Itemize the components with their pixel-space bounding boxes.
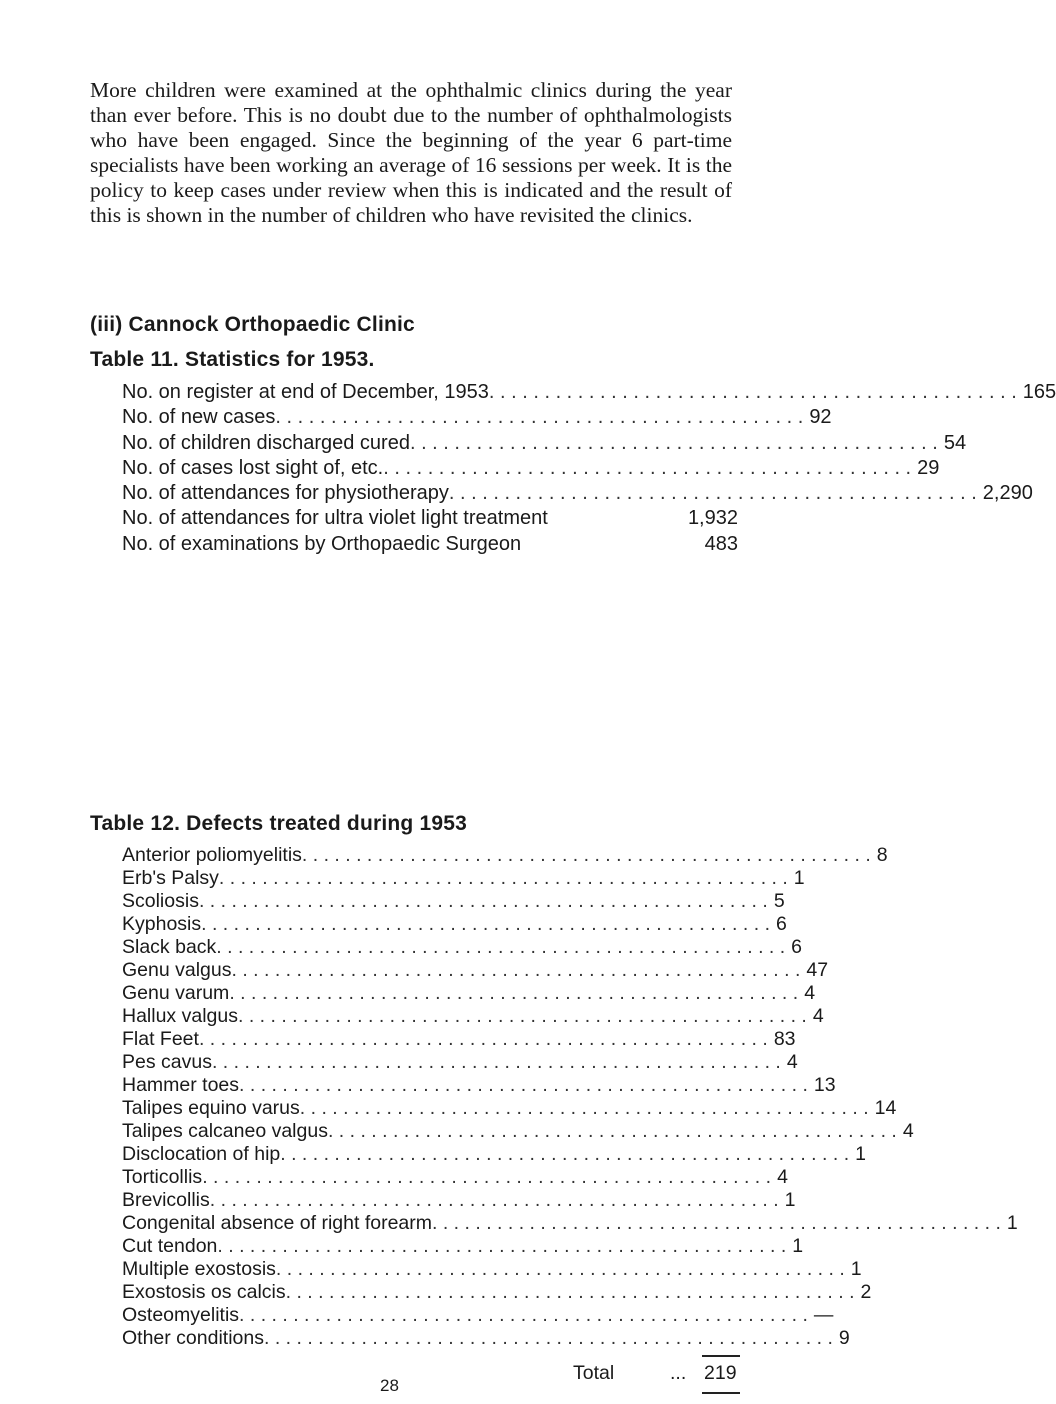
leader-dots: . . . . . . . . . . . . . . . . . . . . . . . . . . . . . . . . . . . . . . . . . . . . . . . .: [275, 406, 804, 429]
table12-row-value: 4: [786, 1051, 798, 1073]
table12-row-value: 4: [812, 1005, 824, 1027]
table12-row-label: Anterior poliomyelitis: [122, 844, 302, 866]
table12-row-label: Kyphosis: [122, 913, 202, 935]
table11-row-value: 92: [809, 406, 832, 429]
table12-row-value: 1: [1006, 1212, 1018, 1234]
clinic-heading: (iii) Cannock Orthopaedic Clinic: [90, 313, 415, 336]
table12-row-value: 4: [804, 982, 816, 1004]
leader-dots: . . . . . . . . . . . . . . . . . . . . . . . . . . . . . . . . . . . . . . . . . . . . . . . . . . . . .: [217, 1235, 787, 1257]
leader-dots: . . . . . . . . . . . . . . . . . . . . . . . . . . . . . . . . . . . . . . . . . . . . . . . . . . . . .: [198, 1028, 768, 1050]
table12-row: [122, 1189, 796, 1212]
leader-dots: . . . . . . . . . . . . . . . . . . . . . . . . . . . . . . . . . . . . . . . . . . . . . . . . . . . . .: [237, 1005, 807, 1027]
table12-row-value: 1: [793, 867, 805, 889]
table12-row-value: 14: [874, 1097, 897, 1119]
total-rule-top: [702, 1355, 740, 1357]
table12-row: [122, 1327, 850, 1350]
table12-row-value: 1: [792, 1235, 804, 1257]
table11-row-label: No. of examinations by Orthopaedic Surgeon: [122, 532, 522, 555]
leader-dots: . . . . . . . . . . . . . . . . . . . . . . . . . . . . . . . . . . . . . . . . . . . . . . . . . . . . .: [301, 844, 871, 866]
leader-dots: . . . . . . . . . . . . . . . . . . . . . . . . . . . . . . . . . . . . . . . . . . . . . . . . . . . . .: [280, 1143, 850, 1165]
total-rule-bottom: [702, 1392, 740, 1394]
leader-dots: . . . . . . . . . . . . . . . . . . . . . . . . . . . . . . . . . . . . . . . . . . . . . . . . . . . . .: [327, 1120, 897, 1142]
table11-row-label: No. of attendances for ultra violet light treatment: [122, 507, 548, 530]
total-label: Total: [573, 1362, 615, 1384]
table12-row: [122, 1166, 788, 1189]
table11-title: Table 11. Statistics for 1953.: [90, 348, 375, 371]
table11-row-value: 2,290: [982, 482, 1033, 505]
table12-row-label: Cut tendon: [122, 1235, 218, 1257]
table12-row: [122, 1212, 1018, 1235]
leader-dots: . . . . . . . . . . . . . . . . . . . . . . . . . . . . . . . . . . . . . . . . . . . . . . . . . . . . .: [216, 936, 786, 958]
table12-row: [122, 1005, 824, 1028]
table12-row-label: Torticollis: [122, 1166, 203, 1188]
leader-dots: . . . . . . . . . . . . . . . . . . . . . . . . . . . . . . . . . . . . . . . . . . . . . . . . . . . . .: [201, 913, 770, 935]
table12-row-value: 47: [806, 959, 829, 981]
table12-row-label: Exostosis os calcis: [122, 1281, 286, 1303]
table11-row: [122, 506, 738, 531]
table12-row-value: —: [813, 1304, 834, 1326]
leader-dots: . . . . . . . . . . . . . . . . . . . . . . . . . . . . . . . . . . . . . . . . . . . . . . . .: [409, 431, 938, 454]
leader-dots: . . . . . . . . . . . . . . . . . . . . . . . . . . . . . . . . . . . . . . . . . . . . . . . . . . . . .: [264, 1327, 833, 1349]
table11-row-value: 483: [704, 532, 738, 555]
table12-row: [122, 844, 888, 867]
table11-row-value: 54: [943, 431, 967, 454]
table12-row-label: Genu valgus: [122, 959, 232, 981]
table12-row: [122, 1281, 872, 1304]
table12-row-label: Talipes calcaneo valgus: [122, 1120, 328, 1142]
table12-row-label: Congenital absence of right forearm: [122, 1212, 433, 1234]
table12-row-value: 1: [850, 1258, 862, 1280]
table12-row-label: Disclocation of hip: [122, 1143, 281, 1165]
table12-row-label: Flat Feet: [122, 1028, 199, 1050]
table12-row: [122, 1304, 834, 1327]
table12-row-value: 6: [776, 913, 787, 935]
table12-row-label: Scoliosis: [122, 890, 199, 912]
table12-row-label: Other conditions: [122, 1327, 264, 1349]
total-leader: ...: [670, 1362, 687, 1384]
leader-dots: . . . . . . . . . . . . . . . . . . . . . . . . . . . . . . . . . . . . . . . . . . . . . . . .: [488, 381, 1017, 403]
table12-row: [122, 1074, 836, 1097]
table12-row-value: 83: [773, 1028, 796, 1050]
table11-row: [122, 380, 1056, 405]
table11-row-value: 1,932: [687, 507, 738, 530]
leader-dots: . . . . . . . . . . . . . . . . . . . . . . . . . . . . . . . . . . . . . . . . . . . . . . . . . . . . .: [218, 867, 788, 889]
table11-row-label: No. of attendances for physiotherapy: [122, 482, 449, 505]
total-value: 219: [704, 1362, 737, 1384]
table12-row-label: Talipes equino varus: [122, 1097, 300, 1119]
table11-row-label: No. of new cases: [122, 406, 276, 429]
leader-dots: . . . . . . . . . . . . . . . . . . . . . . . . . . . . . . . . . . . . . . . . . . . . . . . . . . . . .: [198, 890, 768, 912]
table12-row-value: 2: [860, 1281, 872, 1303]
table12-title: Table 12. Defects treated during 1953: [90, 812, 467, 835]
table12-row: [122, 913, 787, 936]
table11-row-label: No. on register at end of December, 1953: [122, 381, 489, 403]
table12-row-value: 9: [838, 1327, 850, 1349]
table12-row-value: 4: [777, 1166, 788, 1188]
table12-row-label: Slack back: [122, 936, 217, 958]
table12-row: [122, 1143, 866, 1166]
intro-paragraph: More children were examined at the ophthalmic clinics during the year than ever before. This is no doubt due to the number of ophthalmologists who have been engaged. Since the beginning of the year 6 part-time specialists have been working an average of 16 sessions per week. It is the policy to keep cases under review when this is indicated and the result of this is shown in the number of children who have revisited the clinics.: [90, 78, 732, 227]
table12-row-label: Multiple exostosis: [122, 1258, 276, 1280]
table12-row: [122, 1051, 798, 1074]
table12-row: [122, 890, 785, 913]
table11-row: [122, 456, 940, 481]
table12-row-value: 4: [902, 1120, 914, 1142]
table12-row-label: Genu varum: [122, 982, 230, 1004]
table11-row-label: No. of cases lost sight of, etc.: [122, 456, 384, 479]
table11-row: [122, 481, 1033, 506]
table12-row-label: Hallux valgus: [122, 1005, 238, 1027]
table12-row-label: Erb's Palsy: [122, 867, 219, 889]
table12-row-value: 8: [876, 844, 888, 866]
leader-dots: . . . . . . . . . . . . . . . . . . . . . . . . . . . . . . . . . . . . . . . . . . . . . . . . . . . . .: [432, 1212, 1001, 1234]
leader-dots: . . . . . . . . . . . . . . . . . . . . . . . . . . . . . . . . . . . . . . . . . . . . . . . . . . . . .: [285, 1281, 855, 1303]
table11-list: [122, 380, 1056, 557]
table11-row-value: 29: [917, 456, 940, 479]
table12-row: [122, 1097, 897, 1120]
table12-row-label: Osteomyelitis: [122, 1304, 240, 1326]
leader-dots: . . . . . . . . . . . . . . . . . . . . . . . . . . . . . . . . . . . . . . . . . . . . . . . . . . . . .: [299, 1097, 869, 1119]
table11-row: [122, 532, 738, 557]
leader-dots: . . . . . . . . . . . . . . . . . . . . . . . . . . . . . . . . . . . . . . . . . . . . . . . . . . . . .: [275, 1258, 845, 1280]
table12-row: [122, 982, 816, 1005]
table12-row: [122, 959, 829, 982]
table11-row: [122, 405, 832, 430]
table12-row-label: Brevicollis: [122, 1189, 210, 1211]
leader-dots: . . . . . . . . . . . . . . . . . . . . . . . . . . . . . . . . . . . . . . . . . . . . . . . .: [383, 456, 912, 479]
leader-dots: . . . . . . . . . . . . . . . . . . . . . . . . . . . . . . . . . . . . . . . . . . . . . . . . . . . . .: [231, 959, 801, 981]
table12-row: [122, 1028, 796, 1051]
table12-row: [122, 1235, 804, 1258]
table12-row: [122, 1258, 862, 1281]
table11-row-label: No. of children discharged cured: [122, 431, 410, 454]
table12-row-label: Pes cavus: [122, 1051, 212, 1073]
table12-row-value: 1: [784, 1189, 796, 1211]
table12-list: [122, 844, 1018, 1350]
table12-row-label: Hammer toes: [122, 1074, 240, 1096]
leader-dots: . . . . . . . . . . . . . . . . . . . . . . . . . . . . . . . . . . . . . . . . . . . . . . . . . . . . .: [239, 1074, 808, 1096]
table12-row: [122, 867, 805, 890]
table12-row-value: 1: [855, 1143, 866, 1165]
table12-row-value: 13: [813, 1074, 836, 1096]
table12-row-value: 5: [773, 890, 785, 912]
leader-dots: . . . . . . . . . . . . . . . . . . . . . . . . . . . . . . . . . . . . . . . . . . . . . . . . . . . . .: [202, 1166, 772, 1188]
leader-dots: . . . . . . . . . . . . . . . . . . . . . . . . . . . . . . . . . . . . . . . . . . . . . . . . . . . . .: [211, 1051, 781, 1073]
table12-row-value: 6: [791, 936, 803, 958]
table11-row-value: 165: [1022, 381, 1056, 403]
leader-dots: . . . . . . . . . . . . . . . . . . . . . . . . . . . . . . . . . . . . . . . . . . . . . . . . . . . . .: [239, 1304, 808, 1326]
leader-dots: . . . . . . . . . . . . . . . . . . . . . . . . . . . . . . . . . . . . . . . . . . . . . . . . . . . . .: [209, 1189, 779, 1211]
leader-dots: . . . . . . . . . . . . . . . . . . . . . . . . . . . . . . . . . . . . . . . . . . . . . . . . . . . . .: [229, 982, 799, 1004]
table12-row: [122, 1120, 914, 1143]
page-number: 28: [380, 1376, 399, 1395]
table12-row: [122, 936, 803, 959]
table11-row: [122, 431, 967, 456]
leader-dots: . . . . . . . . . . . . . . . . . . . . . . . . . . . . . . . . . . . . . . . . . . . . . . . .: [448, 482, 977, 505]
